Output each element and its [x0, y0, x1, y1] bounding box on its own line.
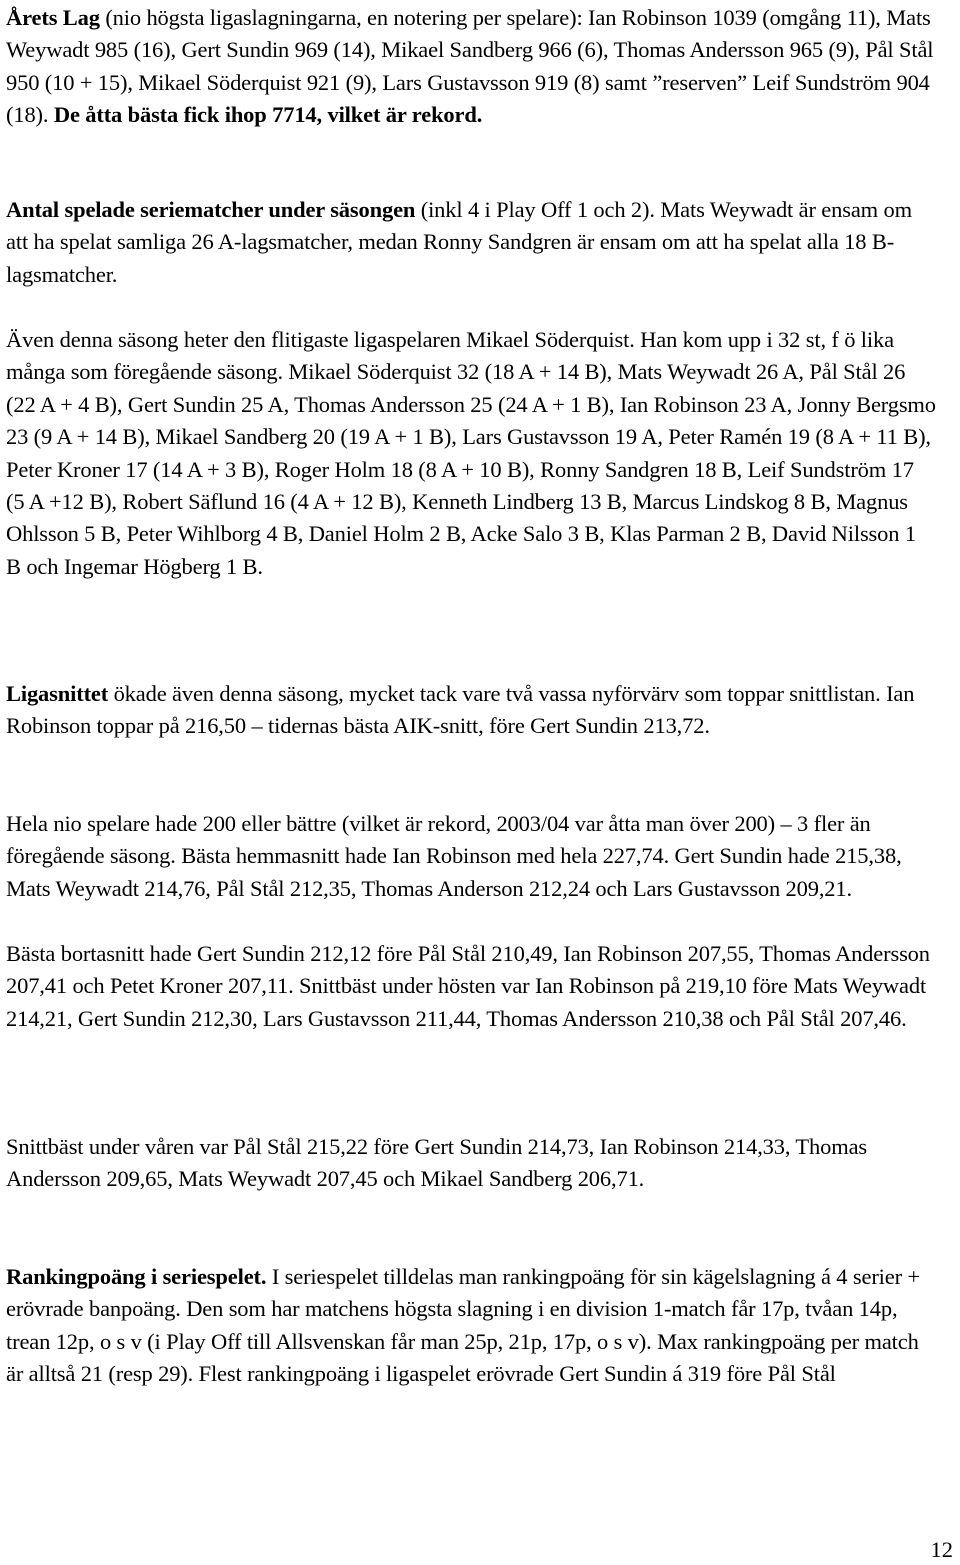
text-ligasnitt: ökade även denna säsong, mycket tack vare två vassa nyförvärv som toppar snittlistan. Ian Robinson toppar på 216,50 – tidernas bästa AIK-snitt, före Gert Sundin 213,72. — [6, 681, 915, 739]
paragraph-rankingpoang — [6, 1261, 936, 1391]
page-number: 12 — [930, 1537, 953, 1562]
paragraph-varen: Snittbäst under våren var Pål Stål 215,22 före Gert Sundin 214,73, Ian Robinson 214,33, Thomas Andersson 209,65, Mats Weywadt 207,45 och Mikael Sandberg 206,71. — [6, 1134, 868, 1192]
paragraph-arets-lag — [6, 2, 936, 132]
heading-antal-matcher: Antal spelade seriematcher under säsongen — [6, 197, 416, 222]
paragraph-ligasnitt — [6, 678, 936, 743]
bold-record-sentence: De åtta bästa fick ihop 7714, vilket är rekord. — [53, 102, 483, 128]
heading-arets-lag: Årets Lag — [6, 5, 100, 30]
paragraph-antal-matcher — [6, 194, 936, 291]
text-antal-matcher: (inkl 4 i Play Off 1 och 2). Mats Weywadt är ensam om att ha spelat samliga 26 A-lagsmatcher, medan Ronny Sandgren är ensam om att ha spelat alla 18 B-lagsmatcher. — [6, 197, 912, 287]
paragraph-flitigaste: Även denna säsong heter den flitigaste ligaspelaren Mikael Söderquist. Han kom upp i 32 st, f ö lika många som föregående säsong. Mikael Söderquist 32 (18 A + 14 B), Mats Weywadt 26 A, Pål Stål 26 (22 A + 4 B), Gert Sundin 25 A, Thomas Andersson 25 (24 A + 1 B), Ian Robinson 23 A, Jonny Bergsmo 23 (9 A + 14 B), Mikael Sandberg 20 (19 A + 1 B), Lars Gustavsson 19 A, Peter Ramén 19 (8 A + 11 B), Peter Kroner 17 (14 A + 3 B), Roger Holm 18 (8 A + 10 B), Ronny Sandgren 18 B, Leif Sundström 17 (5 A +12 B), Robert Säflund 16 (4 A + 12 B), Kenneth Lindberg 13 B, Marcus Lindskog 8 B, Magnus Ohlsson 5 B, Peter Wihlborg 4 B, Daniel Holm 2 B, Acke Salo 3 B, Klas Parman 2 B, David Nilsson 1 B och Ingemar Högberg 1 B. — [6, 327, 936, 579]
heading-ligasnitt: Ligasnittet — [6, 681, 109, 706]
paragraph-hemmasnitt: Hela nio spelare hade 200 eller bättre (vilket är rekord, 2003/04 var åtta man över 200) – 3 fler än föregående säsong. Bästa hemmasnitt hade Ian Robinson med hela 227,74. Gert Sundin hade 215,38, Mats Weywadt 214,76, Pål Stål 212,35, Thomas Anderson 212,24 och Lars Gustavsson 209,21. — [6, 811, 902, 901]
text-arets-lag: (nio högsta ligaslagningarna, en notering per spelare): Ian Robinson 1039 (omgång 11), Mats Weywadt 985 (16), Gert Sundin 969 (14), Mikael Sandberg 966 (6), Thomas Andersson 965 (9), Pål Stål 950 (10 + 15), Mikael Söderquist 921 (9), Lars Gustavsson 919 (8) samt ”reserven” Leif Sundström 904 (18). — [6, 5, 934, 128]
heading-rankingpoang: Rankingpoäng i seriespelet. — [6, 1264, 267, 1289]
paragraph-bortasnitt: Bästa bortasnitt hade Gert Sundin 212,12 före Pål Stål 210,49, Ian Robinson 207,55, Thomas Andersson 207,41 och Petet Kroner 207,11. Snittbäst under hösten var Ian Robinson på 219,10 före Mats Weywadt 214,21, Gert Sundin 212,30, Lars Gustavsson 211,44, Thomas Andersson 210,38 och Pål Stål 207,46. — [6, 941, 930, 1031]
text-rankingpoang: I seriespelet tilldelas man rankingpoäng för sin kägelslagning á 4 serier + erövrade banpoäng. Den som har matchens högsta slagning i en division 1-match får 17p, tvåan 14p, trean 12p, o s v (i Play Off till Allsvenskan får man 25p, 21p, 17p, o s v). Max rankingpoäng per match är alltså 21 (resp 29). Flest rankingpoäng i ligaspelet erövrade Gert Sundin á 319 före Pål Stål — [6, 1264, 920, 1387]
